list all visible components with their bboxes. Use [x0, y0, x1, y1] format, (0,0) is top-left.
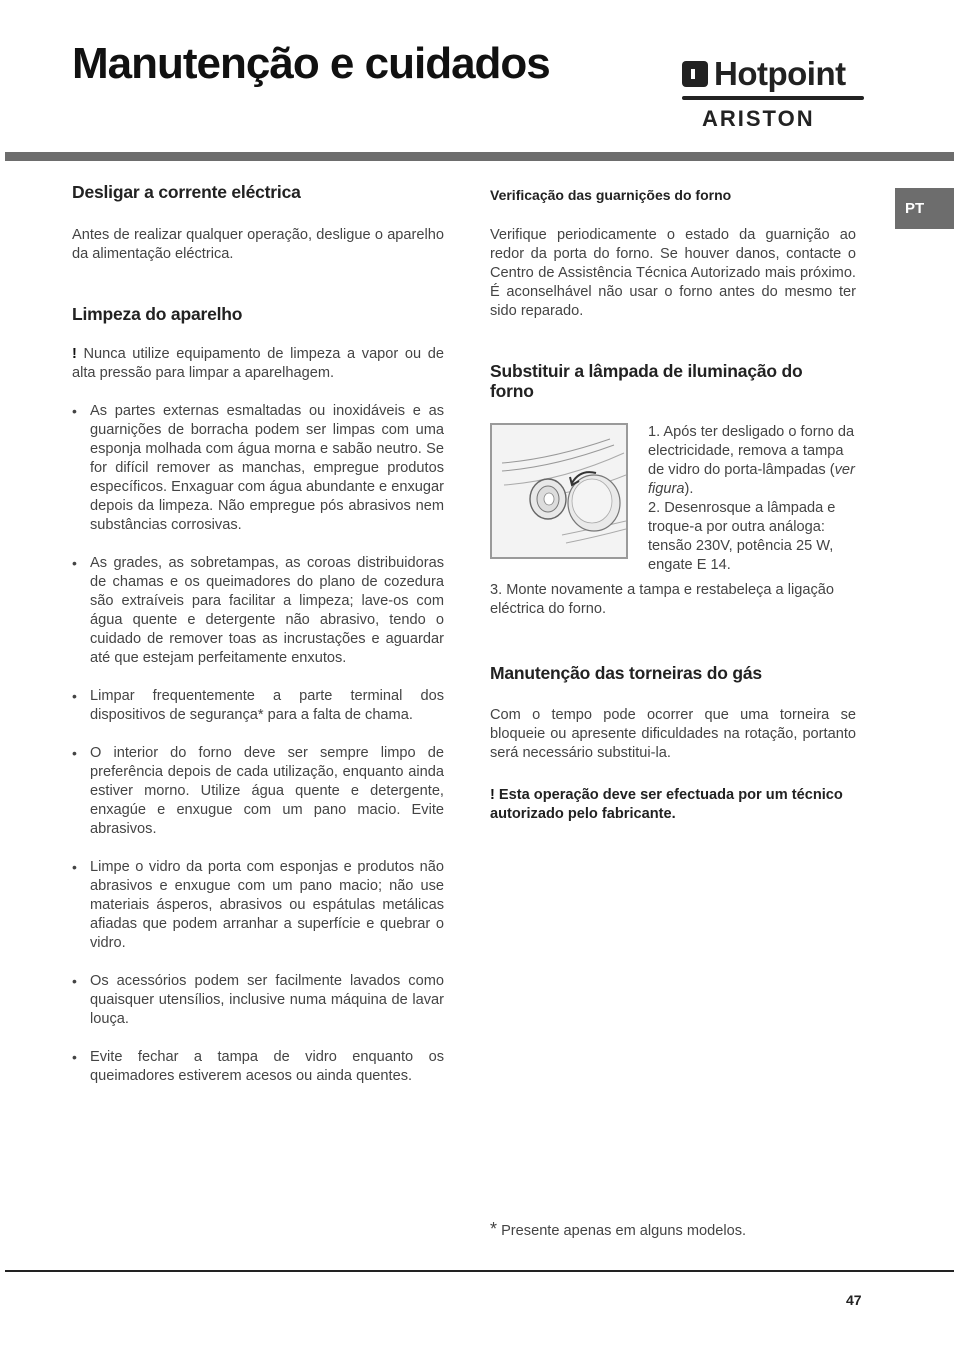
taps-warning: [490, 786, 856, 824]
footnote-text: Presente apenas em alguns modelos.: [497, 1223, 747, 1239]
footer-divider: [5, 1270, 954, 1272]
figure-reference: ver figura: [648, 462, 855, 497]
list-item: • Evite fechar a tampa de vidro enquanto os queimadores estiverem acesos ou ainda quentes.: [72, 1048, 444, 1086]
brand-logo-icon: [682, 61, 708, 87]
language-tab: PT: [895, 188, 954, 229]
brand-subname: ARISTON: [702, 106, 815, 131]
warning-mark: !: [72, 346, 77, 362]
cleaning-warning: [72, 345, 444, 383]
brand-name: Hotpoint: [714, 55, 846, 92]
section-heading-lamp: Substituir a lâmpada de iluminação do forno: [490, 361, 803, 401]
list-item: • Limpar frequentemente a parte terminal dos dispositivos de segurança* para a falta de chama.: [72, 687, 444, 725]
list-item: • As grades, as sobretampas, as coroas distribuidoras de chamas e os queimadores do plano de cozedura são extraíveis para facilitar a limpeza; lave-os com água quente e detergente não abrasivo, tendo o cuidado de remover toas as incrustações e aguardar até que estejam perfeitamente enxutos.: [72, 554, 444, 668]
section-text-taps: Com o tempo pode ocorrer que uma torneira se bloqueie ou apresente dificuldades na rotação, portanto será necessário substitui-la.: [490, 707, 856, 761]
section-text-gaskets: Verifique periodicamente o estado da guarnição ao redor da porta do forno. Se houver danos, contacte o Centro de Assistência Técnica Autorizado mais próximo. É aconselhável não usar o forno antes do mesmo ter sido reparado.: [490, 227, 856, 319]
lamp-step-2: 2. Desenrosque a lâmpada e troque-a por outra análoga: tensão 230V, potência 25 W, engate E 14.: [648, 500, 836, 573]
list-item: • O interior do forno deve ser sempre limpo de preferência depois de cada utilização, enquanto ainda estiver morno. Utilize água quente e detergente, enxagúe e enxugue com um pano macio. Evite abrasivos.: [72, 744, 444, 839]
warning-mark: !: [490, 787, 495, 803]
header-divider: [5, 152, 954, 161]
taps-warning-text: Esta operação deve ser efectuada por um técnico autorizado pelo fabricante.: [490, 787, 843, 822]
page-number: 47: [846, 1292, 862, 1308]
section-heading-cleaning: Limpeza do aparelho: [72, 304, 243, 324]
list-item: • As partes externas esmaltadas ou inoxidáveis e as guarnições de borracha podem ser limpas com uma esponja molhada com água morna e sabão neutro. Se for difícil remover as manchas, empregue produtos específicos. Enxaguar com água abundante e enxugar depois da limpeza. Não empregue pós abrasivos nem substâncias corrosivas.: [72, 402, 444, 535]
footnote-mark: *: [490, 1219, 498, 1239]
left-column: [72, 182, 444, 1105]
cleaning-list: [72, 402, 444, 1086]
section-heading-taps: Manutenção das torneiras do gás: [490, 663, 762, 683]
cleaning-warning-text: Nunca utilize equipamento de limpeza a vapor ou de alta pressão para limpar a aparelhagem.: [72, 346, 444, 381]
list-item: • Os acessórios podem ser facilmente lavados como quaisquer utensílios, inclusive numa máquina de lavar louça.: [72, 972, 444, 1029]
lamp-steps: [648, 423, 858, 575]
page-title: Manutenção e cuidados: [72, 39, 550, 88]
section-heading-power: Desligar a corrente eléctrica: [72, 182, 301, 202]
list-item: • Limpe o vidro da porta com esponjas e produtos não abrasivos e enxugue com um pano macio; não use materiais ásperos, abrasivos ou espátulas metálicas afiadas que podem arranhar a superfície e quebrar o vidro.: [72, 858, 444, 953]
section-heading-gaskets: Verificação das guarnições do forno: [490, 187, 732, 203]
right-column: [490, 186, 856, 824]
lamp-step-1: 1. Após ter desligado o forno da electricidade, remova a tampa de vidro do porta-lâmpadas (ver figura).: [648, 424, 855, 497]
brand-divider: [682, 96, 864, 100]
section-text-power: Antes de realizar qualquer operação, desligue o aparelho da alimentação eléctrica.: [72, 227, 444, 262]
footnote: [490, 1219, 746, 1240]
lamp-step-3: 3. Monte novamente a tampa e restabeleça a ligação eléctrica do forno.: [490, 582, 834, 617]
oven-lamp-icon: [492, 425, 626, 557]
brand-logo: [682, 56, 864, 132]
oven-lamp-figure: [490, 423, 628, 559]
lamp-section: [490, 423, 856, 599]
